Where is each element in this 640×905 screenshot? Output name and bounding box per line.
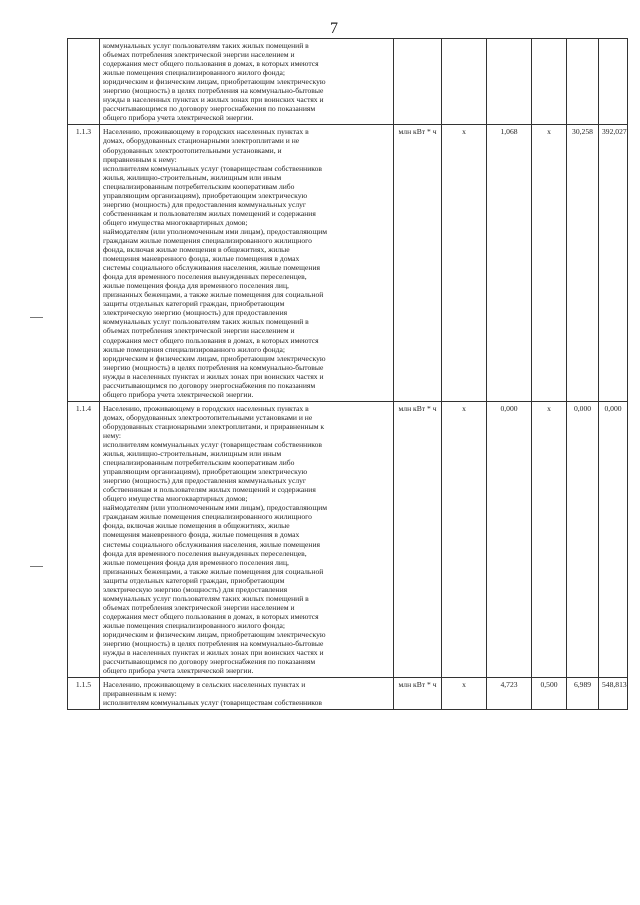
value-cell: х xyxy=(442,678,487,710)
page-number: 7 xyxy=(330,20,338,37)
description-line: рассчитывающимся по договору энергоснабжения по показаниям xyxy=(103,380,316,390)
description-line: юридическим и физическим лицам, приобретающим электрическую xyxy=(103,630,326,639)
description-line: собственникам и пользователям жилых помещений и содержания xyxy=(103,208,316,218)
description-line: домах, оборудованных стационарными электроплитами и не xyxy=(103,136,300,146)
value-cell: х xyxy=(532,125,567,401)
description-line: жилые помещения специализированного жилого фонда; xyxy=(103,68,286,78)
value-cell: 0,000 xyxy=(487,401,532,677)
description-line: Населению, проживающему в сельских населенных пунктах и xyxy=(103,680,306,690)
description-line: фонда, включая жилые помещения в общежитиях, жилые xyxy=(103,245,290,255)
description-line: жилые помещения фонда для временного поселения лиц, xyxy=(103,557,289,567)
unit-cell: млн кВт * ч xyxy=(394,125,442,401)
description-line: объемах потребления электрической энергии населением и xyxy=(103,326,295,336)
margin-mark xyxy=(30,317,43,318)
table-row xyxy=(68,39,628,125)
description-line: коммунальных услуг пользователям таких жилых помещений в xyxy=(103,41,309,50)
description-line: исполнителям коммунальных услуг (товариществам собственников xyxy=(103,163,322,173)
description-line: жилые помещения фонда для временного поселения лиц, xyxy=(103,281,289,291)
description-line: фонда, включая жилые помещения в общежитиях, жилые xyxy=(103,521,290,531)
description-line: жилые помещения специализированного жилого фонда; xyxy=(103,344,286,354)
description-line: наймодателям (или уполномоченным ими лицам), предоставляющим xyxy=(103,226,328,236)
description-cell xyxy=(100,39,394,125)
description-line: электрическую энергию (мощность) для предоставления xyxy=(103,308,288,318)
description-line: защиты отдельных категорий граждан, приобретающим xyxy=(103,575,285,585)
description-line: юридическим и физическим лицам, приобретающим электрическую xyxy=(103,77,326,87)
value-cell: 0,000 xyxy=(599,401,628,677)
description-line: нему: xyxy=(103,430,122,440)
unit-cell: млн кВт * ч xyxy=(394,678,442,710)
description-cell xyxy=(100,678,394,710)
description-line: фонда для временного поселения вынужденных переселенцев, xyxy=(103,548,307,558)
description-line: признанных беженцами, а также жилые помещения для социальной xyxy=(103,566,324,576)
value-cell: 0,500 xyxy=(532,678,567,710)
value-cell: 1,068 xyxy=(487,125,532,401)
description-line: управляющим организациям), приобретающим электрическую xyxy=(103,190,308,200)
description-line: энергию (мощность) в целях потребления на коммунально-бытовые xyxy=(103,639,324,649)
description-line: Населению, проживающему в городских населенных пунктах в xyxy=(103,403,309,413)
value-cell: 4,723 xyxy=(487,678,532,710)
description-line: защиты отдельных категорий граждан, приобретающим xyxy=(103,299,285,309)
description-line: содержания мест общего пользования в домах, в которых имеются xyxy=(103,335,319,345)
value-cell: х xyxy=(442,401,487,677)
description-line: электрическую энергию (мощность) для предоставления xyxy=(103,584,288,594)
description-line: общего имущества многоквартирных домов; xyxy=(103,217,248,227)
unit-cell xyxy=(394,39,442,125)
description-line: объемах потребления электрической энергии населением и xyxy=(103,50,295,60)
row-number-cell xyxy=(68,39,100,125)
description-cell xyxy=(100,125,394,401)
table-row xyxy=(68,401,628,677)
description-line: общего прибора учета электрической энергии. xyxy=(103,389,254,399)
description-line: системы социального обслуживания населения, жилые помещения xyxy=(103,539,321,549)
description-line: помещения маневренного фонда, жилые помещения в домах xyxy=(103,254,300,264)
description-line: признанных беженцами, а также жилые помещения для социальной xyxy=(103,290,324,300)
description-line: собственникам и пользователям жилых помещений и содержания xyxy=(103,485,316,495)
description-line: приравненным к нему: xyxy=(103,154,177,164)
description-line: энергию (мощность) для предоставления коммунальных услуг xyxy=(103,199,307,209)
description-line: нужды в населенных пунктах и жилых зонах при воинских частях и xyxy=(103,371,324,381)
description-line: нужды в населенных пунктах и жилых зонах при воинских частях и xyxy=(103,648,324,658)
value-cell: х xyxy=(532,401,567,677)
value-cell: 6,989 xyxy=(567,678,599,710)
table-row xyxy=(68,125,628,401)
description-line: общего прибора учета электрической энергии. xyxy=(103,666,254,676)
value-cell: х xyxy=(442,125,487,401)
description-line: жилья, жилищно-строительным, жилищным или иным xyxy=(103,172,282,182)
description-line: рассчитывающимся по договору энергоснабжения по показаниям xyxy=(103,657,316,667)
description-line: энергию (мощность) в целях потребления на коммунально-бытовые xyxy=(103,86,324,96)
row-number-cell: 1.1.4 xyxy=(68,401,100,677)
description-line: общего прибора учета электрической энергии. xyxy=(103,113,254,123)
description-line: гражданам жилые помещения специализированного жилищного xyxy=(103,512,312,522)
description-line: рассчитывающимся по договору энергоснабжения по показаниям xyxy=(103,104,316,114)
description-line: фонда для временного поселения вынужденных переселенцев, xyxy=(103,272,307,282)
value-cell: 392,027 xyxy=(599,125,628,401)
description-line: специализированным потребительским кооперативам либо xyxy=(103,181,295,191)
value-cell xyxy=(532,39,567,125)
description-line: системы социального обслуживания населения, жилые помещения xyxy=(103,263,321,273)
description-line: исполнителям коммунальных услуг (товариществам собственников xyxy=(103,698,322,708)
description-line: юридическим и физическим лицам, приобретающим электрическую xyxy=(103,353,326,363)
description-line: нужды в населенных пунктах и жилых зонах при воинских частях и xyxy=(103,95,324,105)
description-line: наймодателям (или уполномоченным ими лицам), предоставляющим xyxy=(103,503,328,513)
description-line: жилые помещения специализированного жилого фонда; xyxy=(103,620,286,630)
value-cell: 0,000 xyxy=(567,401,599,677)
table-row xyxy=(68,678,628,710)
description-line: объемах потребления электрической энергии населением и xyxy=(103,602,295,612)
description-line: исполнителям коммунальных услуг (товариществам собственников xyxy=(103,440,322,450)
description-line: общего имущества многоквартирных домов; xyxy=(103,494,248,504)
row-number-cell: 1.1.3 xyxy=(68,125,100,401)
description-line: помещения маневренного фонда, жилые помещения в домах xyxy=(103,530,300,540)
description-line: управляющим организациям), приобретающим электрическую xyxy=(103,467,308,477)
value-cell xyxy=(442,39,487,125)
description-line: Населению, проживающему в городских населенных пунктах в xyxy=(103,127,309,137)
value-cell: 30,258 xyxy=(567,125,599,401)
description-line: жилья, жилищно-строительным, жилищным или иным xyxy=(103,449,282,459)
description-line: коммунальных услуг пользователям таких жилых помещений в xyxy=(103,593,309,603)
description-line: специализированным потребительским кооперативам либо xyxy=(103,458,295,468)
description-cell xyxy=(100,401,394,677)
description-line: гражданам жилые помещения специализированного жилищного xyxy=(103,235,312,245)
row-number-cell: 1.1.5 xyxy=(68,678,100,710)
description-line: содержания мест общего пользования в домах, в которых имеются xyxy=(103,611,319,621)
description-line: коммунальных услуг пользователям таких жилых помещений в xyxy=(103,317,309,327)
description-line: содержания мест общего пользования в домах, в которых имеются xyxy=(103,59,319,69)
unit-cell: млн кВт * ч xyxy=(394,401,442,677)
margin-mark xyxy=(30,566,43,567)
value-cell: 548,813 xyxy=(599,678,628,710)
value-cell xyxy=(599,39,628,125)
description-line: домах, оборудованных электроотопительными установками и не xyxy=(103,412,313,422)
value-cell xyxy=(487,39,532,125)
description-line: оборудованных электроотопительными установками, и xyxy=(103,145,282,155)
description-line: оборудованных стационарными электроплитами, и приравненным к xyxy=(103,421,325,431)
description-line: энергию (мощность) в целях потребления на коммунально-бытовые xyxy=(103,362,324,372)
value-cell xyxy=(567,39,599,125)
description-line: приравненным к нему: xyxy=(103,689,177,699)
tariff-table xyxy=(67,38,628,710)
description-line: энергию (мощность) для предоставления коммунальных услуг xyxy=(103,476,307,486)
